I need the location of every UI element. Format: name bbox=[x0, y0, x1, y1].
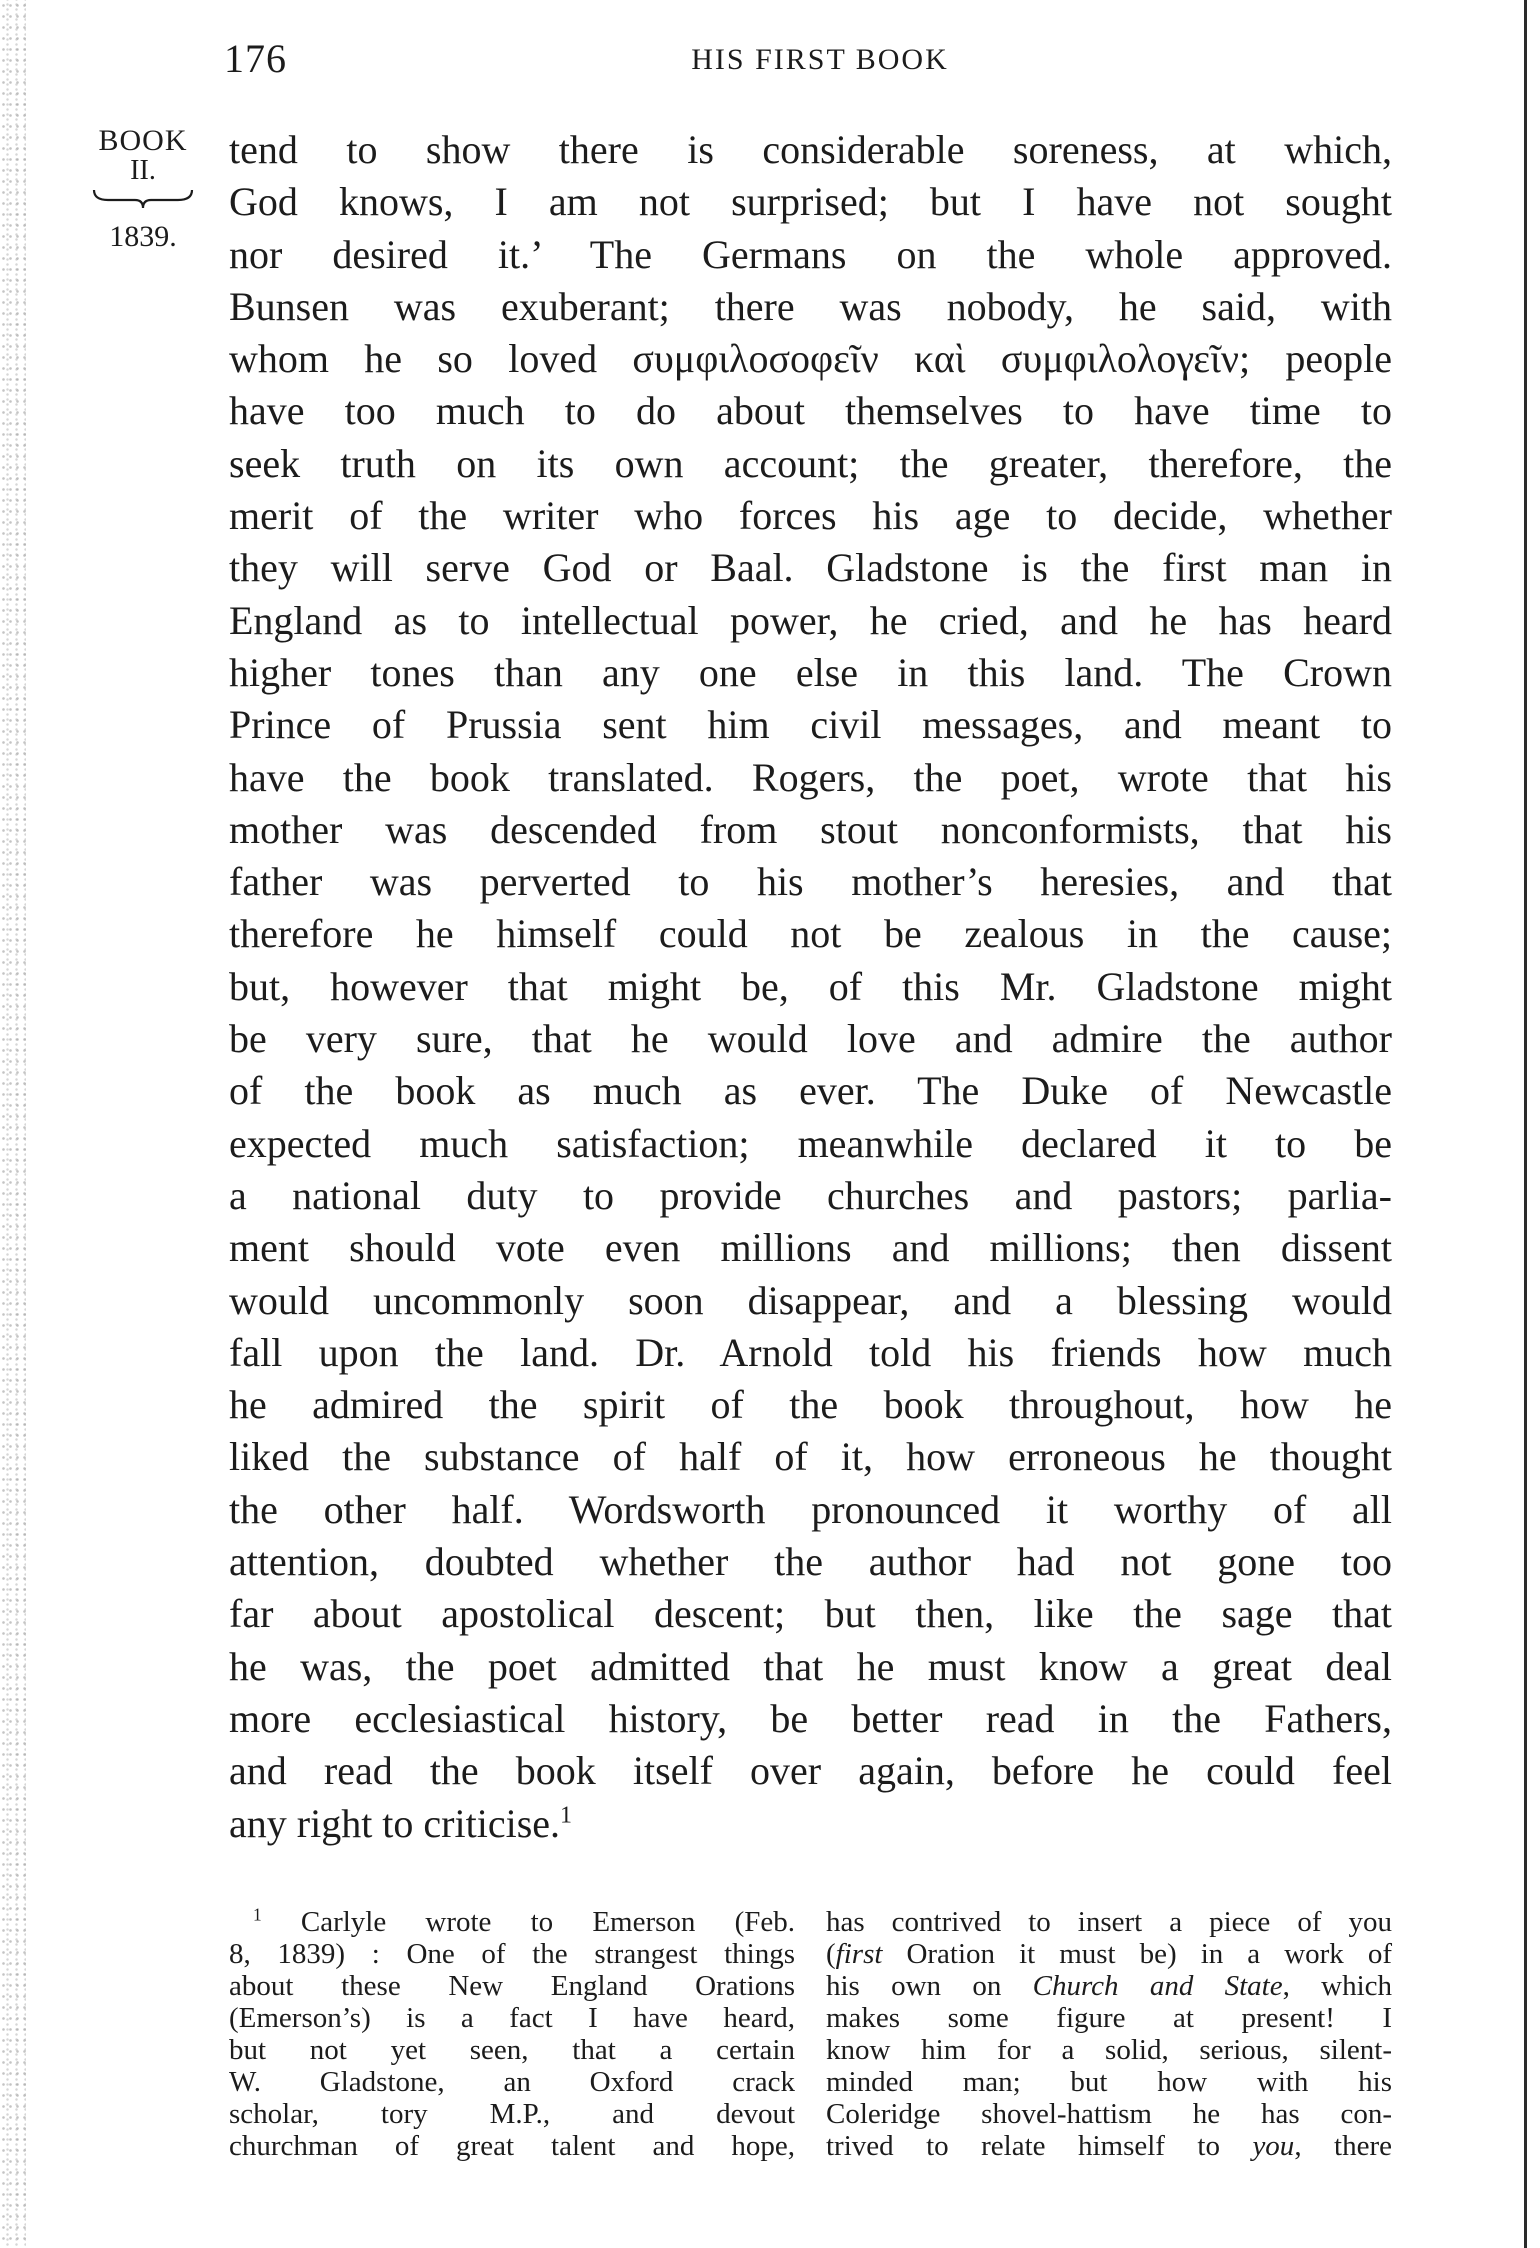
text-line: tend to show there is considerable soreness, at which, bbox=[229, 127, 1392, 172]
text-line: more ecclesiastical history, be better read in the Fathers, bbox=[229, 1695, 1392, 1741]
text-line: fall upon the land. Dr. Arnold told his friends how much bbox=[229, 1329, 1392, 1375]
footnote-line: Coleridge shovel-hattism he has con- bbox=[826, 2098, 1392, 2130]
footnote-line: churchman of great talent and hope, bbox=[229, 2130, 795, 2162]
text-line: whom he so loved συμφιλοσοφεῖν καὶ συμφιλολογεῖν; people bbox=[229, 336, 1392, 382]
text-line: have the book translated. Rogers, the poet, wrote that his bbox=[229, 754, 1392, 800]
footnote-text: , there bbox=[1294, 2130, 1392, 2162]
footnote-text: ( bbox=[826, 1938, 836, 1970]
text-line: father was perverted to his mother’s heresies, and that bbox=[229, 859, 1392, 905]
footnote-line: about these New England Orations bbox=[229, 1970, 795, 2002]
footnote-text: Oration it must be) in a work of bbox=[882, 1938, 1392, 1970]
brace-icon bbox=[88, 186, 198, 212]
text-line: but, however that might be, of this Mr. Gladstone might bbox=[229, 963, 1392, 1009]
text-line: ment should vote even millions and millions; then dissent bbox=[229, 1225, 1392, 1271]
footnote bbox=[229, 1906, 1392, 2186]
footnote-line bbox=[229, 1906, 795, 1938]
text-line: a national duty to provide churches and pastors; parlia- bbox=[229, 1172, 1392, 1218]
last-line-text: any right to criticise. bbox=[229, 1800, 561, 1846]
margin-book-label: BOOK bbox=[98, 124, 188, 157]
footnote-text: trived to relate himself to bbox=[826, 2130, 1253, 2162]
footnote-line: makes some figure at present! I bbox=[826, 2002, 1392, 2034]
text-line: seek truth on its own account; the greater, therefore, the bbox=[229, 440, 1392, 486]
footnote-italic: you bbox=[1252, 2130, 1295, 2162]
footnote-line bbox=[826, 2130, 1392, 2162]
text-line: merit of the writer who forces his age to decide, whether bbox=[229, 493, 1392, 539]
margin-note bbox=[88, 126, 198, 252]
footnote-column-right bbox=[826, 1906, 1392, 2162]
footnote-line: 8, 1839) : One of the strangest things bbox=[229, 1938, 795, 1970]
text-line: expected much satisfaction; meanwhile declared it to be bbox=[229, 1120, 1392, 1166]
margin-book-number: II. bbox=[130, 155, 156, 186]
text-line: and read the book itself over again, before he could feel bbox=[229, 1748, 1392, 1794]
text-line: they will serve God or Baal. Gladstone is the first man in bbox=[229, 545, 1392, 591]
margin-year: 1839. bbox=[109, 220, 177, 253]
text-line: he was, the poet admitted that he must know a great deal bbox=[229, 1643, 1392, 1689]
text-line: England as to intellectual power, he cried, and he has heard bbox=[229, 597, 1392, 643]
scan-edge bbox=[0, 0, 26, 2248]
text-line: attention, doubted whether the author had not gone too bbox=[229, 1539, 1392, 1585]
footnote-text: , which bbox=[1282, 1970, 1392, 2002]
text-line: of the book as much as ever. The Duke of Newcastle bbox=[229, 1068, 1392, 1114]
text-line: Bunsen was exuberant; there was nobody, he said, with bbox=[229, 283, 1392, 329]
footnote-text: his own on bbox=[826, 1970, 1033, 2002]
body-text bbox=[229, 124, 1392, 1850]
page-edge-rule bbox=[1524, 0, 1527, 2248]
text-line: the other half. Wordsworth pronounced it worthy of all bbox=[229, 1486, 1392, 1532]
footnote-line: minded man; but how with his bbox=[826, 2066, 1392, 2098]
footnote-italic: Church and State bbox=[1032, 1970, 1283, 2002]
page-number: 176 bbox=[224, 36, 287, 81]
footnote-column-left bbox=[229, 1906, 795, 2162]
running-head bbox=[0, 34, 1540, 84]
text-line: therefore he himself could not be zealous in the cause; bbox=[229, 911, 1392, 957]
text-line: would uncommonly soon disappear, and a blessing would bbox=[229, 1277, 1392, 1323]
text-line: be very sure, that he would love and admire the author bbox=[229, 1016, 1392, 1062]
footnote-line: know him for a solid, serious, silent- bbox=[826, 2034, 1392, 2066]
footnote-italic: first bbox=[835, 1938, 883, 1970]
footnote-line: (Emerson’s) is a fact I have heard, bbox=[229, 2002, 795, 2034]
text-line: nor desired it.’ The Germans on the whole approved. bbox=[229, 231, 1392, 277]
footnote-line: but not yet seen, that a certain bbox=[229, 2034, 795, 2066]
footnote-line: has contrived to insert a piece of you bbox=[826, 1906, 1392, 1938]
footnote-line bbox=[826, 1938, 1392, 1970]
text-line: mother was descended from stout nonconformists, that his bbox=[229, 806, 1392, 852]
text-line: have too much to do about themselves to have time to bbox=[229, 388, 1392, 434]
text-line-last bbox=[229, 1798, 1392, 1850]
text-line: God knows, I am not surprised; but I have not sought bbox=[229, 179, 1392, 225]
footnote-line: scholar, tory M.P., and devout bbox=[229, 2098, 795, 2130]
footnote-line: W. Gladstone, an Oxford crack bbox=[229, 2066, 795, 2098]
running-title: HIS FIRST BOOK bbox=[691, 43, 949, 76]
footnote-marker: 1 bbox=[253, 1904, 262, 1925]
footnote-reference[interactable]: 1 bbox=[560, 1802, 573, 1829]
footnote-line-text: Carlyle wrote to Emerson (Feb. bbox=[300, 1906, 795, 1938]
text-line: liked the substance of half of it, how erroneous he thought bbox=[229, 1434, 1392, 1480]
text-line: far about apostolical descent; but then, like the sage that bbox=[229, 1591, 1392, 1637]
footnote-line bbox=[826, 1970, 1392, 2002]
text-line: he admired the spirit of the book throughout, how he bbox=[229, 1382, 1392, 1428]
text-line: higher tones than any one else in this land. The Crown bbox=[229, 649, 1392, 695]
text-line: Prince of Prussia sent him civil messages, and meant to bbox=[229, 702, 1392, 748]
